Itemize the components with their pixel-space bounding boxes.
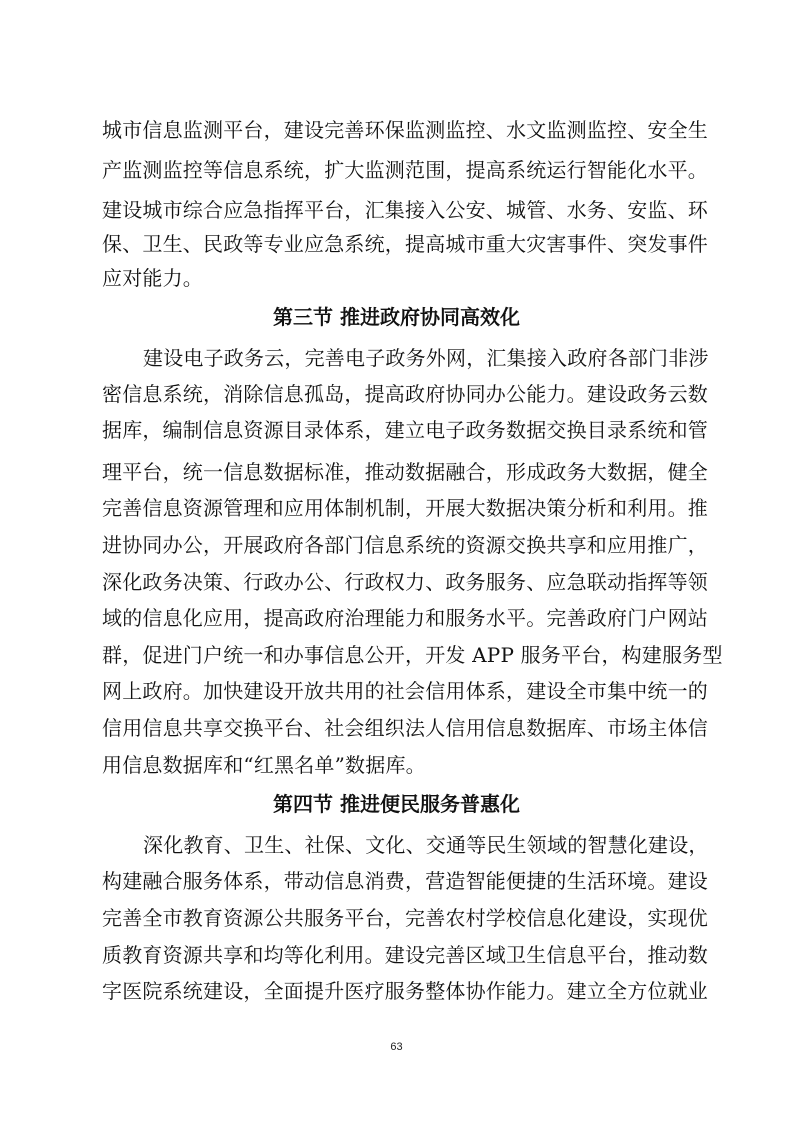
paragraph-2-line-12: 用信息数据库和“红黑名单”数据库。 — [102, 753, 426, 777]
paragraph-1-line-3: 建设城市综合应急指挥平台，汇集接入公安、城管、水务、安监、环 — [102, 198, 708, 222]
paragraph-1-line-1: 城市信息监测平台，建设完善环保监测监控、水文监测监控、安全生 — [102, 118, 708, 142]
paragraph-2-line-8: 域的信息化应用，提高政府治理能力和服务水平。完善政府门户网站 — [102, 606, 708, 630]
paragraph-2-line-3: 据库，编制信息资源目录体系，建立电子政务数据交换目录系统和管 — [102, 418, 708, 442]
paragraph-2-line-11: 信用信息共享交换平台、社会组织法人信用信息数据库、市场主体信 — [102, 716, 708, 740]
paragraph-3-line-1: 深化教育、卫生、社保、文化、交通等民生领域的智慧化建设， — [143, 833, 709, 857]
paragraph-1-line-4: 保、卫生、民政等专业应急系统，提高城市重大灾害事件、突发事件 — [102, 232, 708, 256]
page-number: 63 — [390, 1041, 403, 1053]
paragraph-2-line-1: 建设电子政务云，完善电子政务外网，汇集接入政府各部门非涉 — [143, 346, 709, 370]
paragraph-3-line-5: 字医院系统建设，全面提升医疗服务整体协作能力。建立全方位就业 — [102, 979, 708, 1003]
paragraph-2-line-5: 完善信息资源管理和应用体制机制，开展大数据决策分析和利用。推 — [102, 496, 708, 520]
paragraph-3-line-4: 质教育资源共享和均等化利用。建设完善区域卫生信息平台，推动数 — [102, 943, 708, 967]
section-heading-4: 第四节 推进便民服务普惠化 — [273, 792, 520, 816]
paragraph-2-line-4: 理平台，统一信息数据标准，推动数据融合，形成政务大数据，健全 — [102, 460, 708, 484]
paragraph-2-line-10: 网上政府。加快建设开放共用的社会信用体系，建设全市集中统一的 — [102, 679, 708, 703]
section-heading-3: 第三节 推进政府协同高效化 — [273, 305, 520, 329]
paragraph-2-line-6: 进协同办公，开展政府各部门信息系统的资源交换共享和应用推广， — [102, 533, 708, 557]
paragraph-1-line-5: 应对能力。 — [102, 266, 203, 290]
paragraph-2-line-2: 密信息系统，消除信息孤岛，提高政府协同办公能力。建设政务云数 — [102, 382, 708, 406]
paragraph-2-line-7: 深化政务决策、行政办公、行政权力、政务服务、应急联动指挥等领 — [102, 570, 708, 594]
paragraph-3-line-3: 完善全市教育资源公共服务平台，完善农村学校信息化建设，实现优 — [102, 906, 708, 930]
paragraph-3-line-2: 构建融合服务体系，带动信息消费，营造智能便捷的生活环境。建设 — [102, 869, 708, 893]
paragraph-2-line-9: 群，促进门户统一和办事信息公开，开发 APP 服务平台，构建服务型 — [102, 643, 723, 667]
paragraph-1-line-2: 产监测监控等信息系统，扩大监测范围，提高系统运行智能化水平。 — [102, 158, 708, 182]
